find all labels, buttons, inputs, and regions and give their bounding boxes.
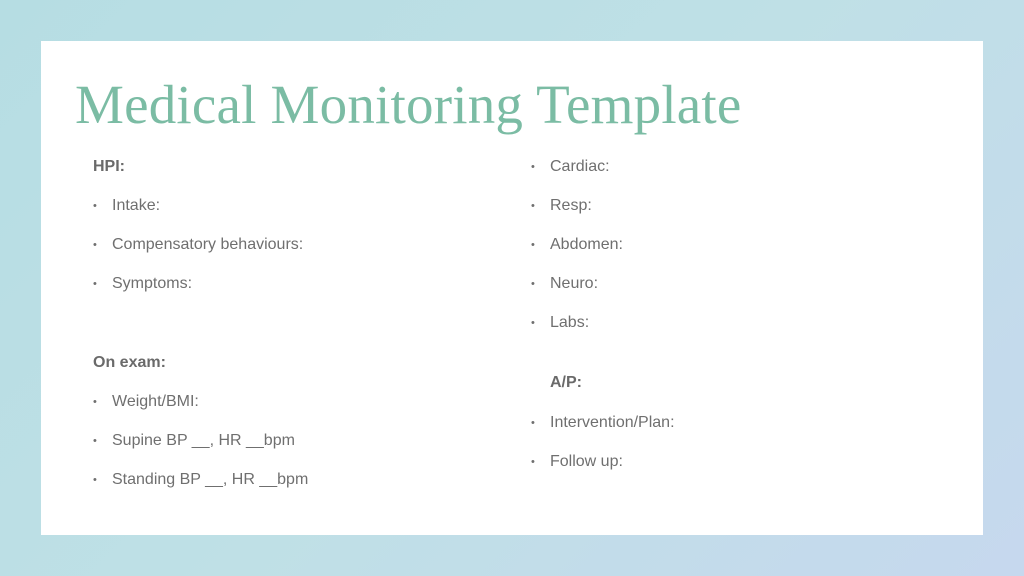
list-item-label: Labs: [550,314,590,331]
exam-heading: On exam: [93,354,166,371]
bullet-icon: • [93,435,97,447]
bullet-icon: • [93,278,97,290]
bullet-icon: • [531,417,535,429]
list-item-label: Standing BP __, HR __bpm [112,471,309,488]
list-item-label: Neuro: [550,275,599,292]
slide-title: Medical Monitoring Template [75,74,742,135]
bullet-icon: • [93,474,97,486]
list-item-label: Follow up: [550,453,623,470]
list-item-label: Weight/BMI: [112,393,199,410]
bullet-icon: • [531,456,535,468]
bullet-icon: • [531,278,535,290]
list-item-label: Symptoms: [112,275,193,292]
bullet-icon: • [93,200,97,212]
bullet-icon: • [531,239,535,251]
bullet-icon: • [531,200,535,212]
list-item-label: Intake: [112,197,161,214]
list-item-label: Abdomen: [550,236,623,253]
bullet-icon: • [93,396,97,408]
bullet-icon: • [531,317,535,329]
bullet-icon: • [93,239,97,251]
bullet-icon: • [531,161,535,173]
ap-heading: A/P: [550,374,582,391]
list-item-label: Intervention/Plan: [550,414,675,431]
list-item-label: Resp: [550,197,592,214]
hpi-heading: HPI: [93,158,125,175]
slide-card [41,41,983,535]
list-item-label: Supine BP __, HR __bpm [112,432,295,449]
list-item-label: Compensatory behaviours: [112,236,304,253]
list-item-label: Cardiac: [550,158,610,175]
